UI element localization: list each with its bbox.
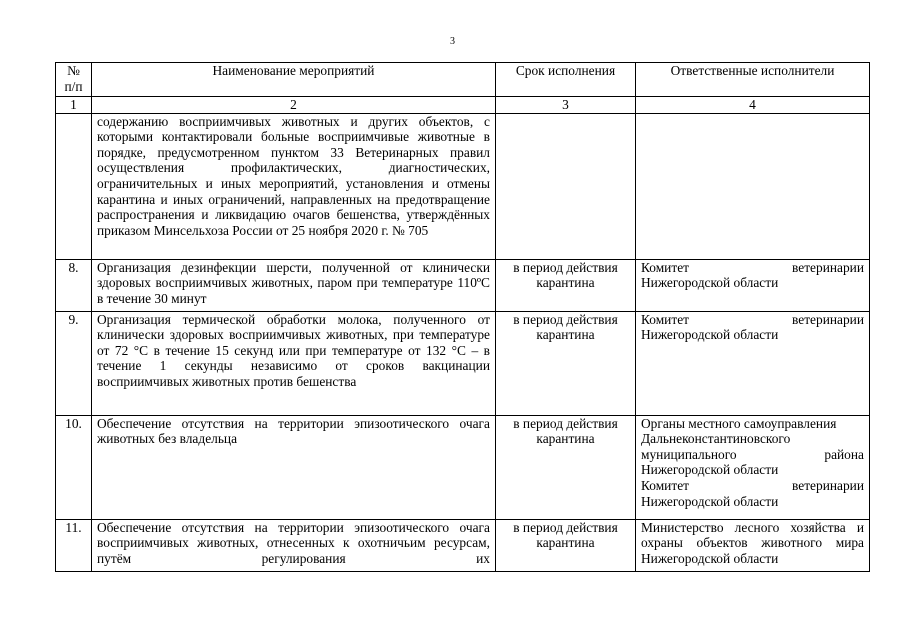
row-term [496, 113, 636, 259]
column-index-cell: 3 [496, 97, 636, 114]
executor-line: Органы местного самоуправления [641, 415, 837, 431]
row-executors [636, 519, 870, 571]
column-index-cell: 1 [56, 97, 92, 114]
column-index-row [56, 97, 870, 114]
executor-line: Нижегородской области [641, 462, 779, 478]
column-index-cell: 4 [636, 97, 870, 114]
row-description: Обеспечение отсутствия на территории эпизоотического очага животных без владельца [92, 415, 496, 519]
table-row [56, 519, 870, 571]
row-number: 10. [56, 415, 92, 519]
row-description: Обеспечение отсутствия на территории эпизоотического очага восприимчивых животных, отнесенных к охотничьим ресурсам, путём регулирования их [92, 519, 496, 571]
row-term: в период действия карантина [496, 259, 636, 311]
row-description: Организация термической обработки молока, полученного от клинически здоровых восприимчивых животных, при температуре от 72 °C в течение 15 секунд или при температуре от 132 °C – в течение 1 секунды независимо от сроков вакцинации восприимчивых животных против бешенства [92, 311, 496, 415]
row-number: 9. [56, 311, 92, 415]
row-number: 11. [56, 519, 92, 571]
header-name: Наименование мероприятий [92, 63, 496, 97]
row-description: Организация дезинфекции шерсти, полученной от клинически здоровых восприимчивых животных, паром при температуре 110ºС в течение 30 минут [92, 259, 496, 311]
row-executors [636, 311, 870, 415]
executor-line: Нижегородской области [641, 493, 779, 509]
executor-line: Комитет ветеринарии [641, 259, 864, 275]
page-number: 3 [450, 36, 455, 47]
row-executors [636, 415, 870, 519]
executor-line: Дальнеконстантиновского [641, 431, 791, 447]
measures-table [55, 62, 870, 572]
row-description: содержанию восприимчивых животных и других объектов, с которыми контактировали больные восприимчивые животные в порядке, предусмотренном пунктом 33 Ветеринарных правил осуществления профилактических, диагностических, ограничительных и иных мероприятий, установления и отмены карантина и иных ограничений, направленных на предотвращение распространения и ликвидацию очагов бешенства, утверждённых приказом Минсельхоза России от 25 ноября 2020 г. № 705 [92, 113, 496, 259]
row-term: в период действия карантина [496, 519, 636, 571]
row-executors [636, 259, 870, 311]
row-number [56, 113, 92, 259]
table-row [56, 113, 870, 259]
row-executors [636, 113, 870, 259]
executor-line: Министерство лесного хозяйства и охраны объектов животного мира Нижегородской области [641, 519, 864, 566]
row-term: в период действия карантина [496, 311, 636, 415]
row-number: 8. [56, 259, 92, 311]
header-term: Срок исполнения [496, 63, 636, 97]
header-exec: Ответственные исполнители [636, 63, 870, 97]
executor-line: Комитет ветеринарии [641, 311, 864, 327]
row-term: в период действия карантина [496, 415, 636, 519]
header-num: № п/п [56, 63, 92, 97]
table-row [56, 311, 870, 415]
header-row [56, 63, 870, 97]
executor-line: Нижегородской области [641, 275, 779, 291]
column-index-cell: 2 [92, 97, 496, 114]
executor-line: Комитет ветеринарии [641, 477, 864, 493]
executor-line: муниципального района [641, 446, 864, 462]
executor-line: Нижегородской области [641, 327, 779, 343]
table-row [56, 259, 870, 311]
table-row [56, 415, 870, 519]
